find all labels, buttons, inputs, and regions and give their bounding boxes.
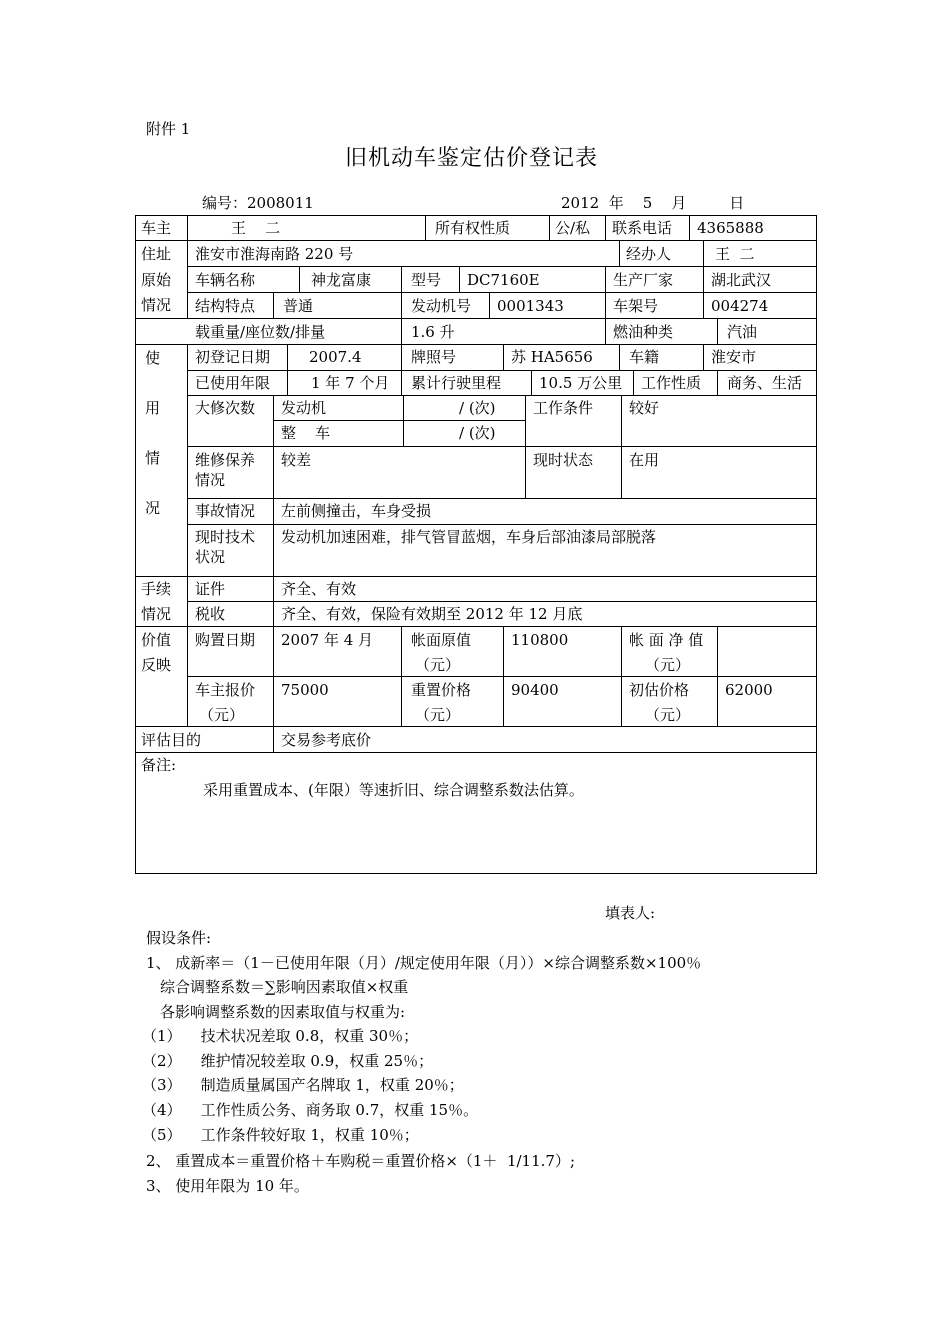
procedure-section-label-2: 情况	[141, 605, 172, 623]
factor-item: （5） 工作条件较好取 1，权重 10％；	[142, 1126, 419, 1144]
structure-label: 结构特点	[195, 297, 256, 315]
remarks-value: 采用重置成本、(年限）等速折旧、综合调整系数法估算。	[203, 781, 584, 799]
filler-label: 填表人:	[605, 904, 656, 922]
current-status-value: 在用	[629, 451, 660, 469]
tech-status-label: 现时技术状况	[195, 528, 256, 566]
overhaul-engine-label: 发动机	[281, 399, 327, 417]
original-section-label-2: 情况	[141, 296, 172, 314]
usage-section-label-2: 用	[145, 399, 161, 417]
first-registration-label: 初登记日期	[195, 348, 271, 366]
initial-estimate-unit: （元）	[645, 706, 691, 724]
ownership-label: 所有权性质	[435, 219, 511, 237]
assumption-item-2: 2、 重置成本＝重置价格＋车购税＝重置价格×（1＋ 1/11.7）;	[146, 1152, 576, 1170]
page-title: 旧机动车鉴定估价登记表	[345, 146, 599, 171]
purchase-date-value: 2007 年 4 月	[281, 631, 374, 649]
factor-item: （2） 维护情况较差取 0.9，权重 25％；	[142, 1052, 434, 1070]
model-value: DC7160E	[467, 271, 540, 289]
first-registration-value: 2007.4	[309, 348, 362, 366]
maintenance-value: 较差	[281, 451, 312, 469]
agent-label: 经办人	[626, 245, 672, 263]
tax-value: 齐全、有效，保险有效期至 2012 年 12 月底	[281, 605, 583, 623]
owner-price-unit: （元）	[199, 706, 245, 724]
fuel-value: 汽油	[727, 323, 758, 341]
assumption-item-1: 1、 成新率＝（1－已使用年限（月）/规定使用年限（月））×综合调整系数×100％	[146, 954, 702, 972]
book-net-value-label: 帐 面 净 值	[629, 631, 704, 649]
usage-section-label-4: 况	[145, 499, 161, 517]
replacement-price-value: 90400	[511, 681, 559, 699]
vehicle-name-label: 车辆名称	[195, 271, 256, 289]
mileage-label: 累计行驶里程	[411, 374, 502, 392]
factor-item: （3） 制造质量属国产名牌取 1，权重 20％；	[142, 1076, 464, 1094]
engine-number-value: 0001343	[497, 297, 564, 315]
maintenance-label: 维修保养情况	[195, 451, 256, 489]
form-date: 2012 年 5 月 日	[561, 194, 745, 212]
assumption-item-1-sub-2: 各影响调整系数的因素取值与权重为:	[160, 1003, 406, 1021]
address-label: 住址	[141, 245, 172, 263]
value-section-label-2: 反映	[141, 656, 172, 674]
book-original-value-unit: （元）	[415, 656, 461, 674]
engine-number-label: 发动机号	[411, 297, 472, 315]
owner-price-value: 75000	[281, 681, 329, 699]
purpose-value: 交易参考底价	[281, 731, 372, 749]
certificate-value: 齐全、有效	[281, 580, 357, 598]
accident-value: 左前侧撞击，车身受损	[281, 502, 432, 520]
assumptions-title: 假设条件:	[146, 929, 212, 947]
factor-item: （1） 技术状况差取 0.8，权重 30％；	[142, 1027, 419, 1045]
overhaul-vehicle-label: 整 车	[281, 424, 331, 442]
vehicle-name-value: 神龙富康	[311, 271, 372, 289]
load-label: 载重量/座位数/排量	[195, 323, 326, 341]
serial-number: 编号：2008011	[202, 194, 314, 212]
owner-label: 车主	[141, 219, 172, 237]
assumption-item-3: 3、 使用年限为 10 年。	[146, 1177, 309, 1195]
owner-price-label: 车主报价	[195, 681, 256, 699]
current-status-label: 现时状态	[533, 451, 594, 469]
book-net-value-unit: （元）	[645, 656, 691, 674]
initial-estimate-label: 初估价格	[629, 681, 690, 699]
usage-section-label-3: 情	[145, 449, 161, 467]
usage-section-label-1: 使	[145, 349, 161, 367]
original-section-label-1: 原始	[141, 271, 172, 289]
purpose-label: 评估目的	[141, 731, 202, 749]
manufacturer-value: 湖北武汉	[711, 271, 772, 289]
remarks-label: 备注:	[141, 756, 177, 774]
structure-value: 普通	[283, 297, 314, 315]
fuel-label: 燃油种类	[613, 323, 674, 341]
ownership-value: 公/私	[555, 219, 591, 237]
assumption-item-1-sub-1: 综合调整系数＝∑影响因素取值×权重	[160, 978, 409, 996]
plate-value: 苏 HA5656	[511, 348, 593, 366]
tech-status-value: 发动机加速困难，排气管冒蓝烟，车身后部油漆局部脱落	[281, 528, 657, 546]
owner-value: 王 二	[231, 219, 281, 237]
frame-number-label: 车架号	[613, 297, 659, 315]
frame-number-value: 004274	[711, 297, 769, 315]
phone-label: 联系电话	[612, 219, 673, 237]
appraisal-form	[135, 215, 817, 874]
accident-label: 事故情况	[195, 502, 256, 520]
certificate-label: 证件	[195, 580, 226, 598]
work-condition-label: 工作条件	[533, 399, 594, 417]
work-nature-label: 工作性质	[641, 374, 702, 392]
manufacturer-label: 生产厂家	[613, 271, 674, 289]
phone-value: 4365888	[697, 219, 764, 237]
value-section-label-1: 价值	[141, 631, 172, 649]
load-value: 1.6 升	[411, 323, 455, 341]
initial-estimate-value: 62000	[725, 681, 773, 699]
replacement-price-unit: （元）	[415, 706, 461, 724]
replacement-price-label: 重置价格	[411, 681, 472, 699]
address-value: 淮安市淮海南路 220 号	[195, 245, 354, 263]
registry-label: 车籍	[629, 348, 660, 366]
mileage-value: 10.5 万公里	[539, 374, 623, 392]
model-label: 型号	[411, 271, 442, 289]
overhaul-label: 大修次数	[195, 399, 256, 417]
plate-label: 牌照号	[411, 348, 457, 366]
book-original-value-label: 帐面原值	[411, 631, 472, 649]
attachment-label: 附件 1	[146, 120, 191, 138]
work-nature-value: 商务、生活	[727, 374, 803, 392]
work-condition-value: 较好	[629, 399, 660, 417]
years-used-value: 1 年 7 个月	[311, 374, 390, 392]
overhaul-engine-count: / (次)	[459, 399, 496, 417]
book-original-value: 110800	[511, 631, 569, 649]
purchase-date-label: 购置日期	[195, 631, 256, 649]
agent-value: 王 二	[715, 245, 755, 263]
years-used-label: 已使用年限	[195, 374, 271, 392]
tax-label: 税收	[195, 605, 226, 623]
factor-item: （4） 工作性质公务、商务取 0.7，权重 15％。	[142, 1101, 479, 1119]
registry-value: 淮安市	[711, 348, 757, 366]
overhaul-vehicle-count: / (次)	[459, 424, 496, 442]
procedure-section-label-1: 手续	[141, 580, 172, 598]
